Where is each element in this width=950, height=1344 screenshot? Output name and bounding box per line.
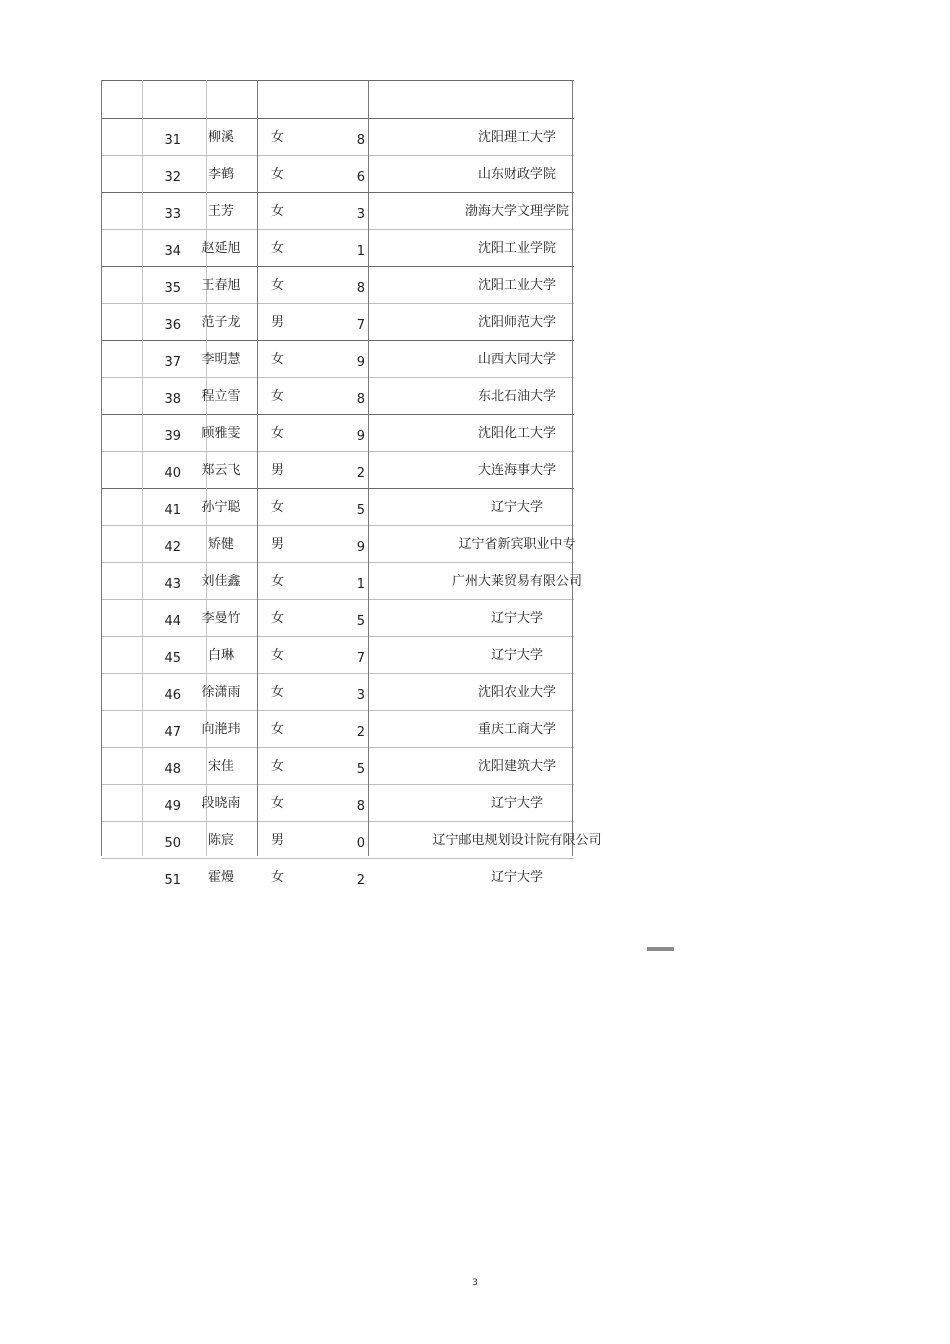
person-name: 李明慧 <box>201 352 241 367</box>
count-value: 8 <box>356 799 365 814</box>
gender: 男 <box>271 315 285 330</box>
page-number: 3 <box>472 1278 478 1288</box>
person-name: 李曼竹 <box>201 611 241 626</box>
gender: 女 <box>271 796 285 811</box>
count-value: 7 <box>356 651 365 666</box>
person-name: 郑云飞 <box>201 463 241 478</box>
gender: 女 <box>271 648 285 663</box>
row-number: 36 <box>164 318 181 333</box>
count-value: 8 <box>356 133 365 148</box>
gender: 男 <box>271 537 285 552</box>
row-number: 31 <box>164 133 181 148</box>
organization: 山东财政学院 <box>477 167 556 182</box>
row-number: 32 <box>164 170 181 185</box>
count-value: 2 <box>356 725 365 740</box>
count-value: 5 <box>356 614 365 629</box>
person-name: 白琳 <box>207 648 234 663</box>
person-name: 陈宸 <box>207 833 234 848</box>
row-number: 34 <box>164 244 181 259</box>
table-row <box>101 118 621 155</box>
row-number: 48 <box>164 762 181 777</box>
table-row <box>101 599 621 636</box>
count-value: 3 <box>356 688 365 703</box>
count-value: 8 <box>356 392 365 407</box>
organization: 渤海大学文理学院 <box>464 204 569 219</box>
gender: 女 <box>271 870 285 885</box>
organization: 重庆工商大学 <box>477 722 556 737</box>
row-number: 35 <box>164 281 181 296</box>
row-number: 33 <box>164 207 181 222</box>
organization: 沈阳师范大学 <box>477 315 556 330</box>
table-row <box>101 340 621 377</box>
table-row <box>101 266 621 303</box>
table-row <box>101 488 621 525</box>
table-row <box>101 229 621 266</box>
row-number: 44 <box>164 614 181 629</box>
table-row <box>101 377 621 414</box>
count-value: 7 <box>356 318 365 333</box>
gender: 女 <box>271 611 285 626</box>
table-row <box>101 710 621 747</box>
row-number: 45 <box>164 651 181 666</box>
row-number: 41 <box>164 503 181 518</box>
count-value: 9 <box>356 540 365 555</box>
organization: 沈阳农业大学 <box>477 685 556 700</box>
table-row <box>101 303 621 340</box>
row-number: 40 <box>164 466 181 481</box>
table-row <box>101 636 621 673</box>
organization: 辽宁大学 <box>490 500 543 515</box>
organization: 广州大莱贸易有限公司 <box>451 574 582 589</box>
organization: 山西大同大学 <box>477 352 556 367</box>
table-row <box>101 821 621 858</box>
count-value: 0 <box>356 836 365 851</box>
count-value: 3 <box>356 207 365 222</box>
organization: 辽宁大学 <box>490 648 543 663</box>
gender: 女 <box>271 130 285 145</box>
person-name: 向滟玮 <box>201 722 241 737</box>
person-name: 徐潇雨 <box>201 685 241 700</box>
gender: 女 <box>271 204 285 219</box>
count-value: 2 <box>356 873 365 888</box>
dash-mark <box>647 947 674 951</box>
gender: 女 <box>271 241 285 256</box>
organization: 沈阳理工大学 <box>477 130 556 145</box>
count-value: 9 <box>356 429 365 444</box>
table-row <box>101 747 621 784</box>
gender: 女 <box>271 759 285 774</box>
row-number: 47 <box>164 725 181 740</box>
row-number: 38 <box>164 392 181 407</box>
table-row <box>101 784 621 821</box>
person-name: 王芳 <box>207 204 234 219</box>
person-name: 柳溪 <box>207 130 234 145</box>
count-value: 5 <box>356 503 365 518</box>
person-name: 赵延旭 <box>201 241 241 256</box>
table-row <box>101 192 621 229</box>
gender: 女 <box>271 722 285 737</box>
table-row <box>101 525 621 562</box>
count-value: 5 <box>356 762 365 777</box>
organization: 辽宁大学 <box>490 870 543 885</box>
gender: 女 <box>271 574 285 589</box>
person-name: 范子龙 <box>201 315 241 330</box>
person-name: 王春旭 <box>201 278 241 293</box>
table-row <box>101 451 621 488</box>
row-number: 49 <box>164 799 181 814</box>
table-top-border <box>101 80 574 81</box>
gender: 女 <box>271 167 285 182</box>
count-value: 8 <box>356 281 365 296</box>
count-value: 1 <box>356 577 365 592</box>
row-number: 46 <box>164 688 181 703</box>
count-value: 6 <box>356 170 365 185</box>
organization: 大连海事大学 <box>477 463 556 478</box>
organization: 东北石油大学 <box>477 389 556 404</box>
person-name: 程立雪 <box>201 389 241 404</box>
row-number: 42 <box>164 540 181 555</box>
row-number: 37 <box>164 355 181 370</box>
person-name: 刘佳鑫 <box>201 574 241 589</box>
gender: 女 <box>271 389 285 404</box>
person-name: 霍熳 <box>207 870 234 885</box>
gender: 女 <box>271 278 285 293</box>
person-name: 矫健 <box>207 537 234 552</box>
row-number: 39 <box>164 429 181 444</box>
gender: 男 <box>271 463 285 478</box>
gender: 女 <box>271 352 285 367</box>
row-number: 50 <box>164 836 181 851</box>
person-name: 孙宁聪 <box>201 500 241 515</box>
organization: 辽宁大学 <box>490 611 543 626</box>
organization: 沈阳工业学院 <box>477 241 556 256</box>
person-name: 宋佳 <box>207 759 234 774</box>
organization: 辽宁省新宾职业中专 <box>458 537 576 552</box>
gender: 男 <box>271 833 285 848</box>
organization: 辽宁大学 <box>490 796 543 811</box>
row-number: 51 <box>164 873 181 888</box>
person-name: 段晓南 <box>201 796 241 811</box>
table-row <box>101 155 621 192</box>
count-value: 1 <box>356 244 365 259</box>
table-row <box>101 673 621 710</box>
table-row <box>101 414 621 451</box>
organization: 沈阳化工大学 <box>477 426 556 441</box>
organization: 辽宁邮电规划设计院有限公司 <box>432 833 602 848</box>
row-number: 43 <box>164 577 181 592</box>
table-row <box>101 562 621 599</box>
count-value: 2 <box>356 466 365 481</box>
count-value: 9 <box>356 355 365 370</box>
person-name: 顾雅雯 <box>201 426 241 441</box>
gender: 女 <box>271 685 285 700</box>
organization: 沈阳建筑大学 <box>477 759 556 774</box>
organization: 沈阳工业大学 <box>477 278 556 293</box>
table-row <box>101 858 621 895</box>
person-name: 李鹤 <box>207 167 234 182</box>
gender: 女 <box>271 500 285 515</box>
gender: 女 <box>271 426 285 441</box>
